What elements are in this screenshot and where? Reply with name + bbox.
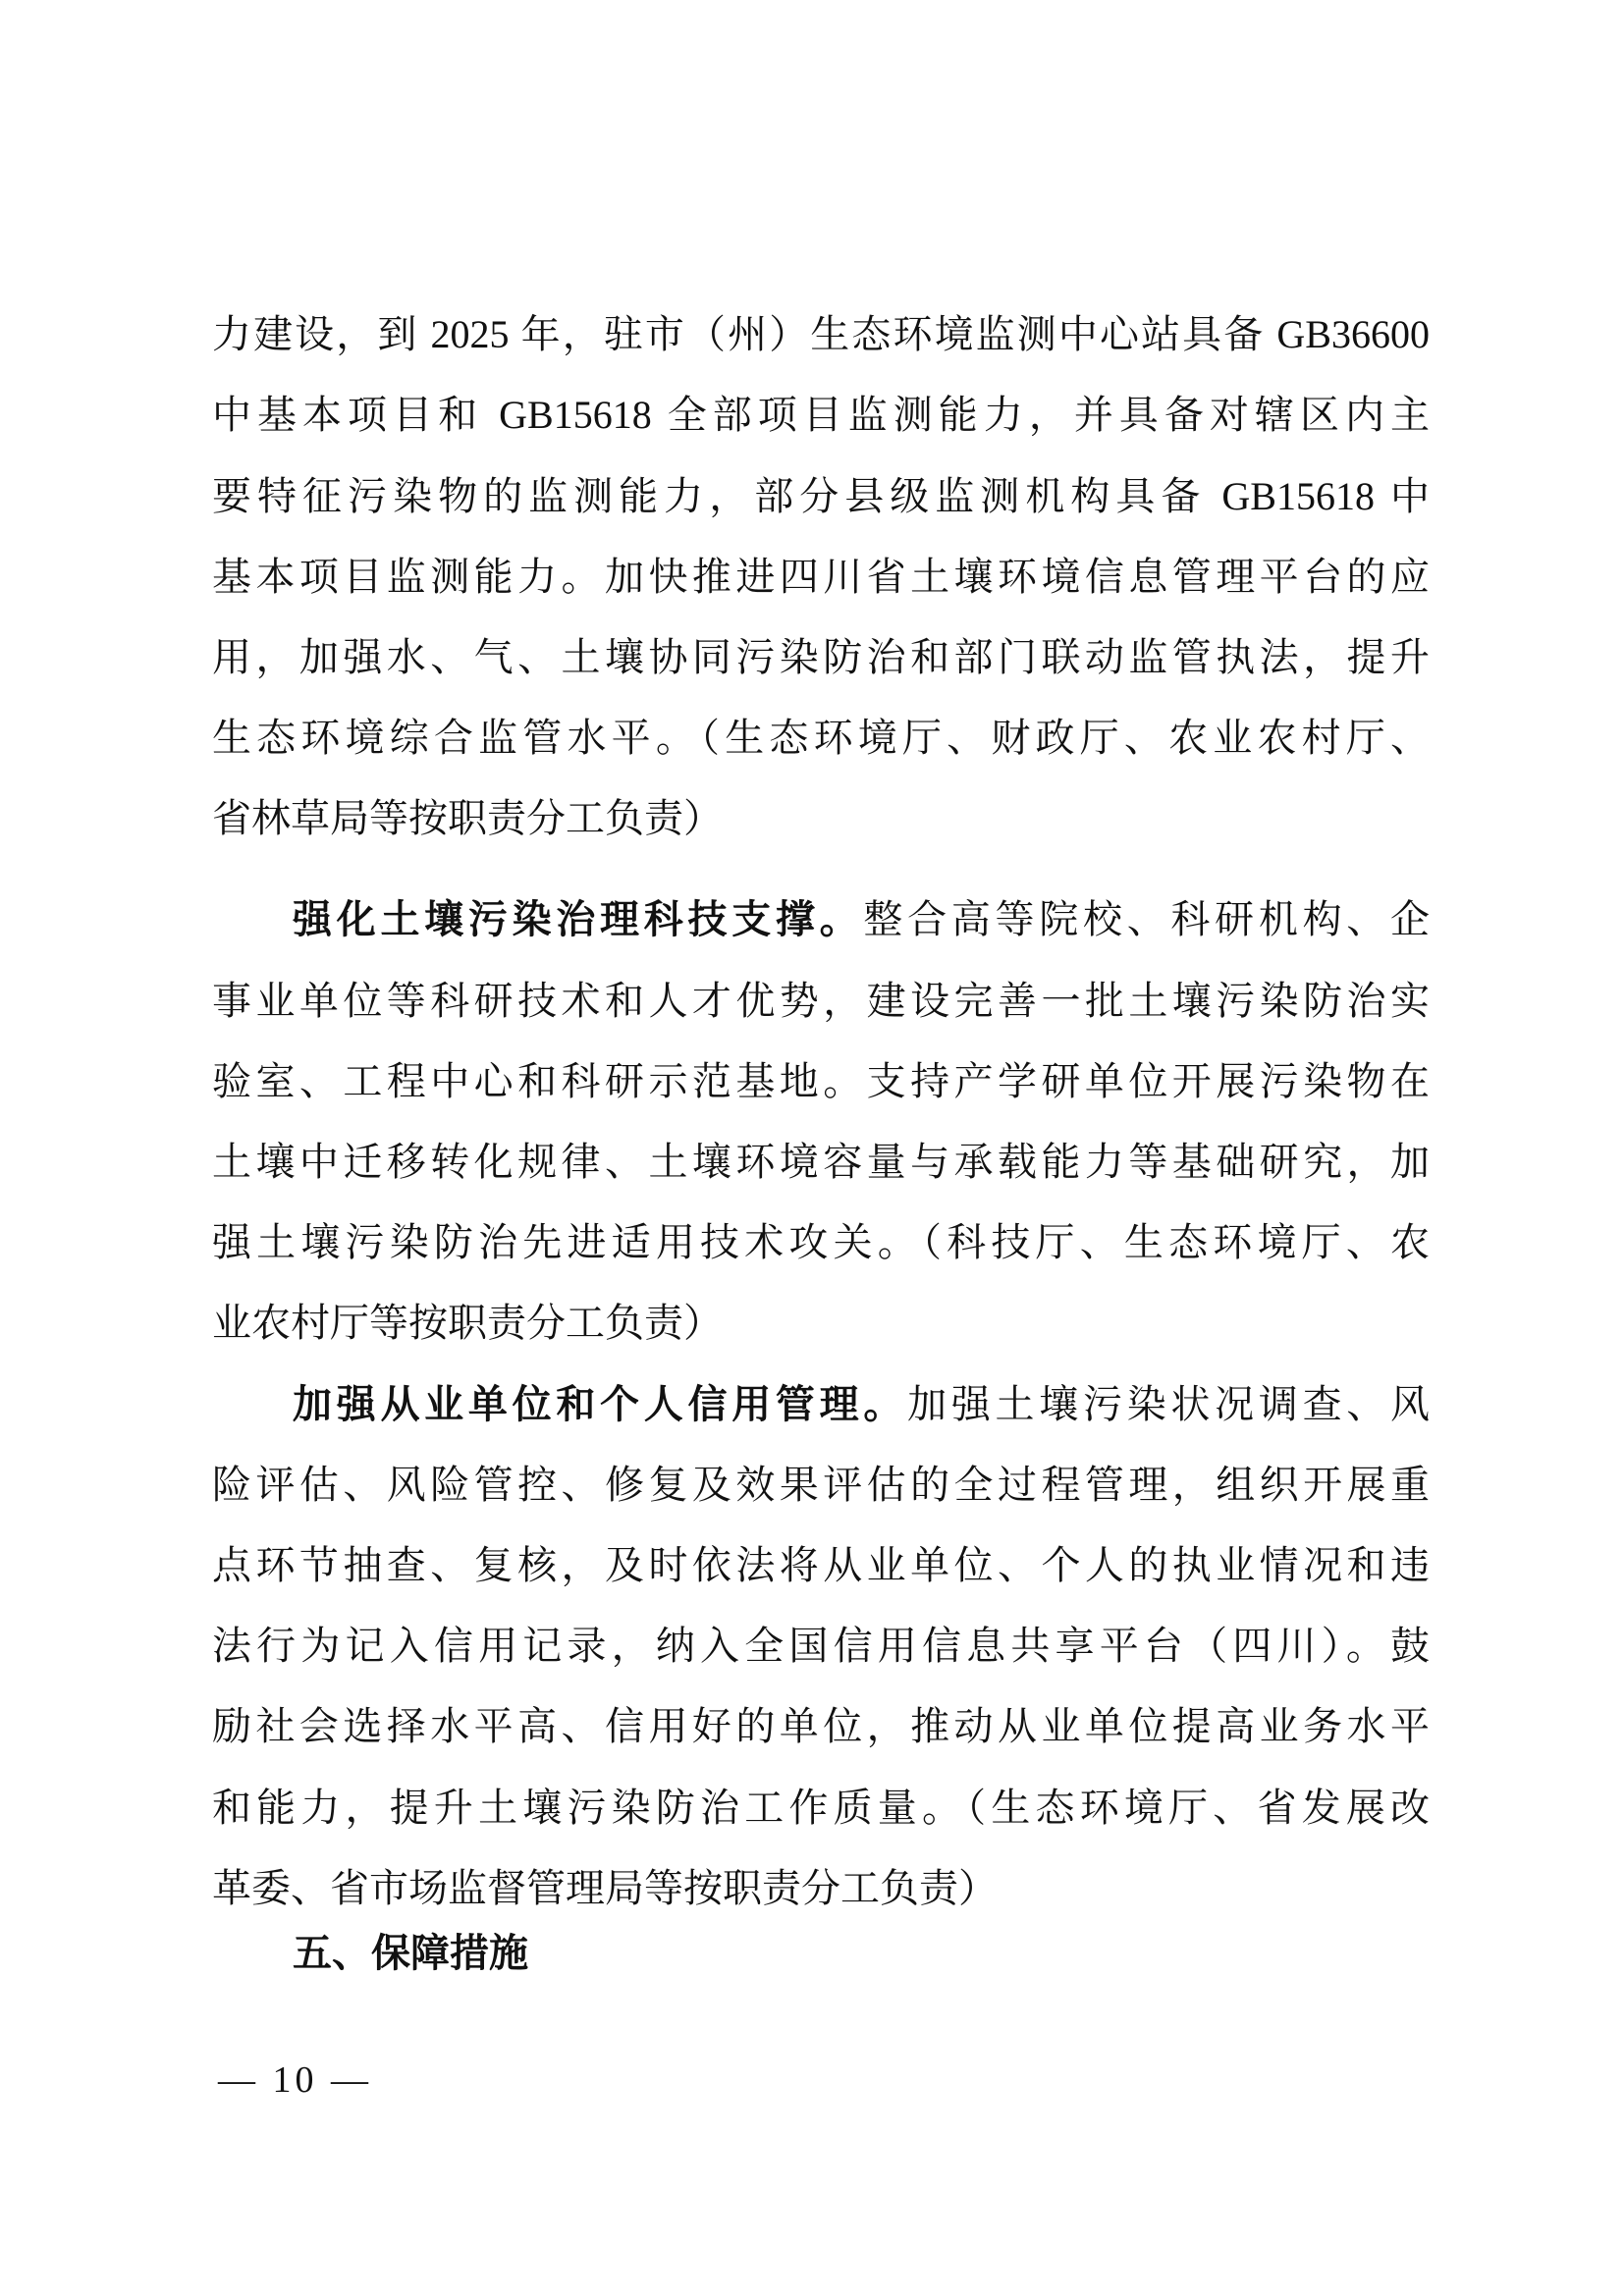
- text-line-first: [293, 890, 1430, 949]
- paragraph-title: 加强从业单位和个人信用管理。: [293, 1382, 908, 1427]
- text-line: 基本项目监测能力。加快推进四川省土壤环境信息管理平台的应: [212, 555, 1430, 599]
- text-line: 中基本项目和 GB15618 全部项目监测能力，并具备对辖区内主: [212, 393, 1430, 437]
- text-line: 力建设，到 2025 年，驻市（州）生态环境监测中心站具备 GB36600: [212, 312, 1430, 356]
- text-line: 法行为记入信用记录，纳入全国信用信息共享平台（四川）。鼓: [212, 1624, 1430, 1668]
- text-line: 事业单位等科研技术和人才优势，建设完善一批土壤污染防治实: [212, 979, 1430, 1023]
- text-line-first: [293, 1375, 1430, 1434]
- text-line: 和能力，提升土壤污染防治工作质量。（生态环境厅、省发展改: [212, 1786, 1430, 1830]
- text-line: 要特征污染物的监测能力，部分县级监测机构具备 GB15618 中: [212, 474, 1430, 518]
- paragraph-title: 强化土壤污染治理科技支撑。: [293, 897, 864, 942]
- text-line: 业农村厅等按职责分工负责）: [212, 1301, 723, 1345]
- page-number: — 10 —: [218, 2059, 372, 2101]
- text-line: 点环节抽查、复核，及时依法将从业单位、个人的执业情况和违: [212, 1543, 1430, 1587]
- paragraph-text: 整合高等院校、科研机构、企: [863, 897, 1431, 941]
- text-line: 励社会选择水平高、信用好的单位，推动从业单位提高业务水平: [212, 1704, 1430, 1748]
- text-line: 用，加强水、气、土壤协同污染防治和部门联动监管执法，提升: [212, 635, 1430, 679]
- text-line: 验室、工程中心和科研示范基地。支持产学研单位开展污染物在: [212, 1059, 1430, 1103]
- text-line: 土壤中迁移转化规律、土壤环境容量与承载能力等基础研究，加: [212, 1140, 1430, 1184]
- text-line: 革委、省市场监督管理局等按职责分工负责）: [212, 1866, 998, 1910]
- section-heading: 五、保障措施: [293, 1931, 528, 1976]
- text-line: 省林草局等按职责分工负责）: [212, 796, 723, 840]
- text-line: 险评估、风险管控、修复及效果评估的全过程管理，组织开展重: [212, 1463, 1430, 1507]
- paragraph-text: 加强土壤污染状况调查、风: [907, 1382, 1431, 1426]
- text-line: 生态环境综合监管水平。（生态环境厅、财政厅、农业农村厅、: [212, 716, 1430, 760]
- text-line: 强土壤污染防治先进适用技术攻关。（科技厅、生态环境厅、农: [212, 1220, 1430, 1264]
